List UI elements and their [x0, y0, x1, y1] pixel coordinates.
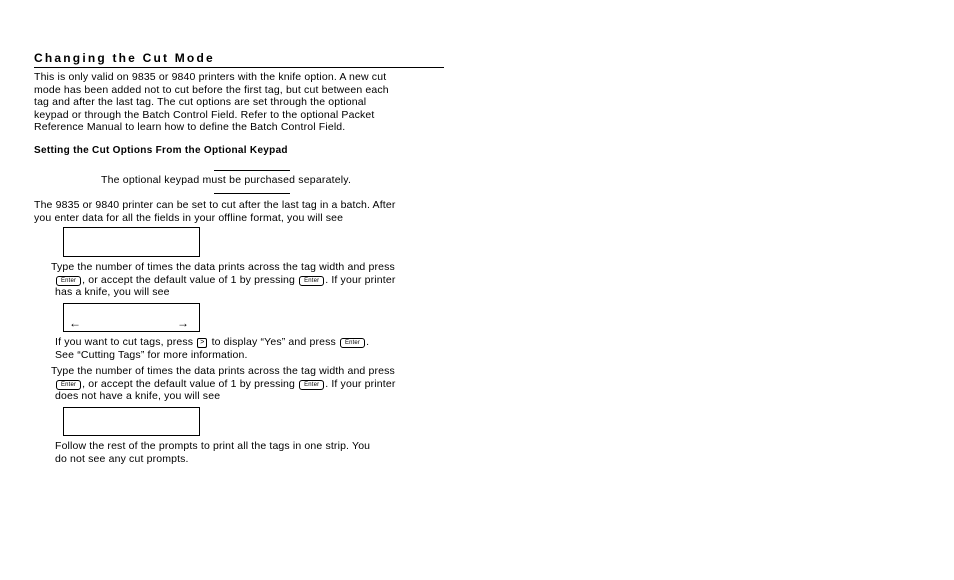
enter-key-icon: Enter [299, 380, 324, 390]
note-bottom-rule [214, 193, 290, 194]
step2-line1 [55, 336, 369, 349]
step1-line1: Type the number of times the data prints across the tag width and press [51, 261, 395, 273]
step1-line3: has a knife, you will see [55, 286, 170, 299]
step2-line2: See “Cutting Tags” for more information. [55, 348, 248, 361]
note-text: The optional keypad must be purchased separately. [101, 174, 352, 186]
right-key-icon: > [197, 338, 207, 348]
step3-line1: Type the number of times the data prints across the tag width and press [51, 365, 395, 377]
subheading: Setting the Cut Options From the Optional Keypad [34, 145, 288, 156]
intro-line: This is only valid on 9835 or 9840 printers with the knife option. A new cut [34, 71, 387, 83]
enter-key-icon: Enter [299, 276, 324, 286]
step4-text [55, 440, 370, 465]
intro-line: mode has been added not to cut before the first tag, but cut between each [34, 83, 389, 96]
step1-text [51, 261, 395, 299]
section-title: Changing the Cut Mode [34, 51, 215, 65]
intro-paragraph [34, 71, 389, 134]
step2-line1-text: If you want to cut tags, press [55, 336, 194, 348]
lcd-display-2 [63, 303, 200, 332]
step4-line: do not see any cut prompts. [55, 452, 189, 465]
left-arrow-icon: ← [69, 316, 81, 330]
step1-line2-end: . If your printer [325, 273, 396, 286]
step1-line2 [55, 274, 395, 287]
intro-line: Reference Manual to learn how to define the Batch Control Field. [34, 121, 346, 134]
lcd-display-1 [63, 227, 200, 257]
step2-text [55, 336, 369, 361]
enter-key-icon: Enter [340, 338, 365, 348]
step1-line2-text: , or accept the default value of 1 by pressing [82, 273, 296, 286]
enter-key-icon: Enter [56, 380, 81, 390]
title-rule [34, 67, 444, 68]
right-arrow-icon: → [177, 316, 189, 330]
step3-line2 [55, 378, 395, 391]
step4-line: Follow the rest of the prompts to print all the tags in one strip. You [55, 440, 371, 452]
step3-text [51, 365, 395, 403]
step2-line1-mid: to display “Yes” and press [211, 336, 336, 348]
batch-line: you enter data for all the fields in your offline format, you will see [34, 211, 344, 224]
step3-line3: does not have a knife, you will see [55, 390, 221, 403]
step2-line1-end: . [366, 336, 370, 348]
intro-line: keypad or through the Batch Control Field. Refer to the optional Packet [34, 108, 375, 121]
batch-paragraph [34, 199, 395, 224]
step3-line2-text: , or accept the default value of 1 by pressing [82, 377, 296, 390]
intro-line: tag and after the last tag. The cut options are set through the optional [34, 96, 367, 109]
enter-key-icon: Enter [56, 276, 81, 286]
note-top-rule [214, 170, 290, 171]
batch-line: The 9835 or 9840 printer can be set to cut after the last tag in a batch. After [34, 199, 396, 211]
step3-line2-end: . If your printer [325, 377, 396, 390]
lcd-display-3 [63, 407, 200, 436]
